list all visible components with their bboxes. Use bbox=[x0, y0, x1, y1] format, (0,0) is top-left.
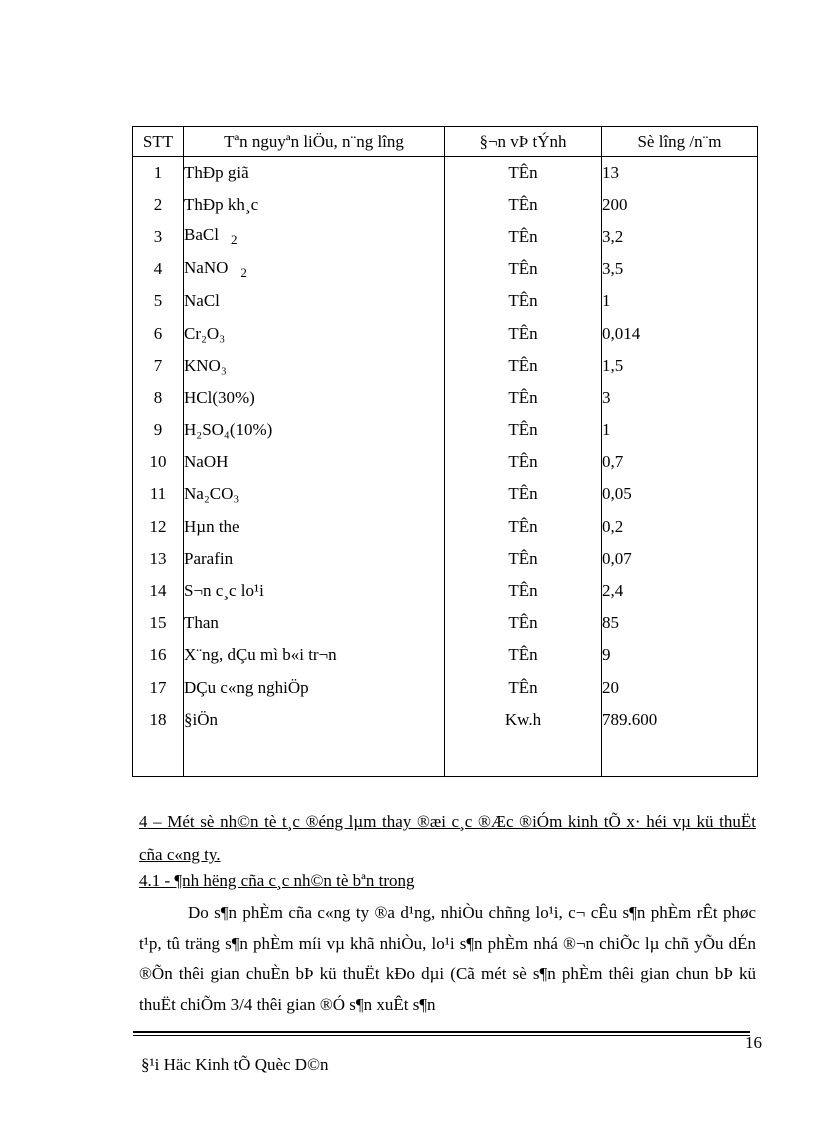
row-quantity: 13 bbox=[602, 157, 758, 189]
table-row bbox=[133, 607, 758, 639]
row-quantity: 1 bbox=[602, 414, 758, 446]
empty-cell bbox=[184, 736, 445, 777]
material-name-text: NaCl bbox=[184, 291, 220, 311]
table-row bbox=[133, 253, 758, 285]
row-unit: TÊn bbox=[445, 478, 602, 510]
row-material-name bbox=[184, 639, 445, 671]
row-unit: TÊn bbox=[445, 382, 602, 414]
table-header-row bbox=[133, 127, 758, 157]
table-row-empty bbox=[133, 736, 758, 777]
row-unit: TÊn bbox=[445, 253, 602, 285]
row-material-name bbox=[184, 189, 445, 221]
material-name-text: Na₂CO₃ bbox=[184, 484, 240, 504]
material-name-text: DÇu c«ng nghiÖp bbox=[184, 677, 309, 697]
row-quantity: 0,05 bbox=[602, 478, 758, 510]
row-quantity: 1 bbox=[602, 285, 758, 317]
table-row bbox=[133, 350, 758, 382]
row-unit: TÊn bbox=[445, 221, 602, 253]
table-row bbox=[133, 446, 758, 478]
row-stt: 2 bbox=[133, 189, 184, 221]
row-unit: TÊn bbox=[445, 446, 602, 478]
row-stt: 8 bbox=[133, 382, 184, 414]
row-stt: 5 bbox=[133, 285, 184, 317]
row-quantity: 3,5 bbox=[602, 253, 758, 285]
page-number: 16 bbox=[745, 1033, 762, 1052]
table-row bbox=[133, 414, 758, 446]
row-material-name bbox=[184, 704, 445, 736]
row-material-name bbox=[184, 221, 445, 253]
row-unit: TÊn bbox=[445, 189, 602, 221]
row-stt: 11 bbox=[133, 478, 184, 510]
header-unit: §¬n vÞ tÝnh bbox=[445, 127, 602, 157]
table-row bbox=[133, 221, 758, 253]
table-row bbox=[133, 704, 758, 736]
section-4-1-heading: 4.1 - ¶nh hëng cña c¸c nh©n tè bªn trong bbox=[139, 871, 415, 890]
material-name-text: NaOH bbox=[184, 452, 229, 472]
material-name-text: Cr₂O₃ bbox=[184, 323, 226, 343]
row-unit: TÊn bbox=[445, 285, 602, 317]
row-material-name bbox=[184, 157, 445, 189]
empty-cell bbox=[445, 736, 602, 777]
row-unit: TÊn bbox=[445, 543, 602, 575]
material-name-text: S¬n c¸c lo¹i bbox=[184, 581, 264, 601]
section-4-heading: 4 – Mét sè nh©n tè t¸c ®éng lµm thay ®æi c¸c ®Æc ®iÓm kinh tÕ x· héi vµ kü thuËt cña c«ng ty. bbox=[139, 812, 756, 864]
row-stt: 6 bbox=[133, 317, 184, 349]
row-unit: TÊn bbox=[445, 157, 602, 189]
row-material-name bbox=[184, 478, 445, 510]
material-name-text: Parafin bbox=[184, 548, 234, 568]
row-quantity: 85 bbox=[602, 607, 758, 639]
row-quantity: 3 bbox=[602, 382, 758, 414]
row-material-name bbox=[184, 414, 445, 446]
material-name-text: X¨ng, dÇu mì b«i tr¬n bbox=[184, 645, 337, 665]
row-stt: 13 bbox=[133, 543, 184, 575]
row-material-name bbox=[184, 607, 445, 639]
row-quantity: 789.600 bbox=[602, 704, 758, 736]
row-unit: TÊn bbox=[445, 639, 602, 671]
row-stt: 12 bbox=[133, 511, 184, 543]
table-row bbox=[133, 189, 758, 221]
row-material-name bbox=[184, 543, 445, 575]
row-material-name bbox=[184, 672, 445, 704]
empty-cell bbox=[602, 736, 758, 777]
row-unit: TÊn bbox=[445, 607, 602, 639]
row-material-name bbox=[184, 575, 445, 607]
row-unit: TÊn bbox=[445, 350, 602, 382]
table-row bbox=[133, 511, 758, 543]
row-unit: TÊn bbox=[445, 672, 602, 704]
row-stt: 14 bbox=[133, 575, 184, 607]
table-row bbox=[133, 639, 758, 671]
row-unit: TÊn bbox=[445, 317, 602, 349]
table-row bbox=[133, 672, 758, 704]
row-material-name bbox=[184, 350, 445, 382]
material-name-text: ThÐp kh¸c bbox=[184, 194, 259, 214]
row-stt: 16 bbox=[133, 639, 184, 671]
row-material-name bbox=[184, 446, 445, 478]
material-name-text: BaCl bbox=[184, 225, 219, 245]
material-name-text: KNO₃ bbox=[184, 355, 227, 375]
row-quantity: 200 bbox=[602, 189, 758, 221]
footer-rule-thin bbox=[133, 1035, 750, 1036]
material-subscript: 2 bbox=[230, 232, 238, 248]
row-stt: 15 bbox=[133, 607, 184, 639]
material-subscript: 2 bbox=[240, 264, 247, 280]
body-paragraph: Do s¶n phÈm cña c«ng ty ®a d¹ng, nhiÒu chñng lo¹i, c¬ cÊu s¶n phÈm rÊt phøc t¹p, tû träng s¶n phÈm míi vµ khã nhiÒu, lo¹i s¶n phÈm nhá ®¬n chiÕc lµ chñ yÕu dÉn ®Õn thêi gian chuÈn bÞ kü thuËt kÐo dµi (Cã mét sè s¶n phÈm thêi gian chun bÞ kü thuËt chiÕm 3/4 thêi gian ®Ó s¶n xuÊt s¶n bbox=[139, 903, 756, 1014]
header-material-name: Tªn nguyªn liÖu, n¨ng lîng bbox=[184, 127, 445, 157]
row-stt: 10 bbox=[133, 446, 184, 478]
material-name-text: Than bbox=[184, 613, 219, 633]
row-quantity: 0,7 bbox=[602, 446, 758, 478]
row-stt: 4 bbox=[133, 253, 184, 285]
row-unit: TÊn bbox=[445, 575, 602, 607]
table-row bbox=[133, 543, 758, 575]
row-quantity: 3,2 bbox=[602, 221, 758, 253]
row-unit: Kw.h bbox=[445, 704, 602, 736]
row-material-name bbox=[184, 317, 445, 349]
material-name-text: ThÐp giã bbox=[184, 162, 249, 182]
table-row bbox=[133, 317, 758, 349]
table-row bbox=[133, 575, 758, 607]
row-stt: 1 bbox=[133, 157, 184, 189]
row-stt: 3 bbox=[133, 221, 184, 253]
table-body bbox=[133, 157, 758, 777]
table-row bbox=[133, 157, 758, 189]
row-quantity: 0,2 bbox=[602, 511, 758, 543]
row-material-name bbox=[184, 285, 445, 317]
materials-table-wrapper bbox=[132, 126, 757, 773]
material-name-text: NaNO bbox=[184, 257, 229, 277]
row-quantity: 1,5 bbox=[602, 350, 758, 382]
row-quantity: 2,4 bbox=[602, 575, 758, 607]
header-stt: STT bbox=[133, 127, 184, 157]
row-unit: TÊn bbox=[445, 511, 602, 543]
row-material-name bbox=[184, 253, 445, 285]
table-row bbox=[133, 478, 758, 510]
material-name-text: Hµn the bbox=[184, 516, 240, 536]
material-name-text: HCl(30%) bbox=[184, 387, 255, 407]
row-material-name bbox=[184, 382, 445, 414]
row-stt: 9 bbox=[133, 414, 184, 446]
row-quantity: 0,014 bbox=[602, 317, 758, 349]
row-stt: 17 bbox=[133, 672, 184, 704]
row-quantity: 20 bbox=[602, 672, 758, 704]
material-name-text: §iÖn bbox=[184, 709, 218, 729]
row-stt: 18 bbox=[133, 704, 184, 736]
row-material-name bbox=[184, 511, 445, 543]
row-quantity: 0,07 bbox=[602, 543, 758, 575]
materials-table bbox=[132, 126, 758, 777]
header-quantity: Sè lîng /n¨m bbox=[602, 127, 758, 157]
table-row bbox=[133, 285, 758, 317]
footer-text: §¹i Häc Kinh tÕ Quèc D©n bbox=[141, 1055, 329, 1074]
row-quantity: 9 bbox=[602, 639, 758, 671]
footer-rule-thick bbox=[133, 1031, 750, 1033]
empty-cell bbox=[133, 736, 184, 777]
table-row bbox=[133, 382, 758, 414]
row-unit: TÊn bbox=[445, 414, 602, 446]
material-name-text: H₂SO₄(10%) bbox=[184, 420, 273, 440]
row-stt: 7 bbox=[133, 350, 184, 382]
